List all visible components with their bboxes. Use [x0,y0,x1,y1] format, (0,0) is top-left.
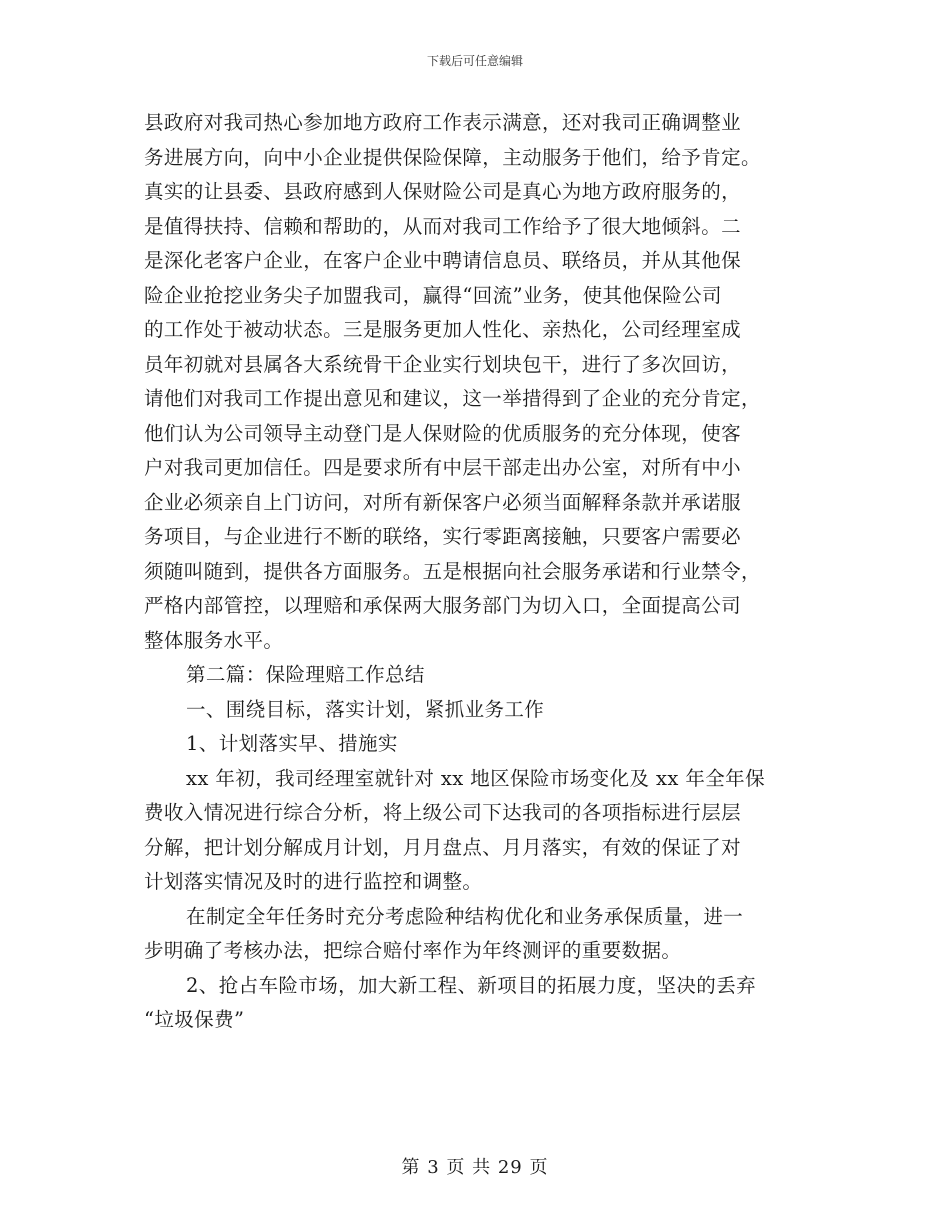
text-line: 费收入情况进行综合分析，将上级公司下达我司的各项指标进行层层 [144,801,742,824]
document-body [144,106,808,1038]
text-line: 务项目，与企业进行不断的联络，实行零距离接触，只要客户需要必 [144,525,742,548]
text-line: 的工作处于被动状态。三是服务更加人性化、亲热化，公司经理室成 [144,318,742,341]
text-line: 是深化老客户企业，在客户企业中聘请信息员、联络员，并从其他保 [144,249,742,272]
text-line: 县政府对我司热心参加地方政府工作表示满意，还对我司正确调整业 [144,111,742,134]
text-line: 须随叫随到，提供各方面服务。五是根据向社会服务承诺和行业禁令， [144,559,761,583]
text-line: 计划落实情况及时的进行监控和调整。 [144,870,483,893]
text-line: 务进展方向，向中小企业提供保险保障，主动服务于他们，给予肯定。 [144,145,761,169]
text-line: 户对我司更加信任。四是要求所有中层干部走出办公室，对所有中小 [144,456,742,479]
text-line: 在制定全年任务时充分考虑险种结构优化和业务承保质量，进一 [186,904,744,928]
text-line: 员年初就对县属各大系统骨干企业实行划块包干，进行了多次回访， [144,352,742,376]
text-line: 分解，把计划分解成月计划，月月盘点、月月落实，有效的保证了对 [144,835,742,859]
text-line: 2、抢占车险市场，加大新工程、新项目的拓展力度，坚决的丢弃 [186,973,757,997]
text-line: 真实的让县委、县政府感到人保财险公司是真心为地方政府服务的， [144,180,742,203]
text-line: 1、计划落实早、措施实 [186,732,398,755]
text-line: xx 年初，我司经理室就针对 xx 地区保险市场变化及 xx 年全年保 [186,766,765,790]
text-line: 整体服务水平。 [144,628,284,652]
text-line: 他们认为公司领导主动登门是人保财险的优质服务的充分体现，使客 [144,421,742,445]
text-line: “垃圾保费” [144,1008,245,1031]
text-line: 是值得扶持、信赖和帮助的，从而对我司工作给予了很大地倾斜。二 [144,214,742,238]
text-line: 严格内部管控，以理赔和承保两大服务部门为切入口，全面提高公司 [144,594,742,617]
text-line: 请他们对我司工作提出意见和建议，这一举措得到了企业的充分肯定， [144,387,761,410]
text-line: 步明确了考核办法，把综合赔付率作为年终测评的重要数据。 [144,939,682,962]
text-line: 企业必须亲自上门访问，对所有新保客户必须当面解释条款并承诺服 [144,490,742,514]
text-line: 第二篇：保险理赔工作总结 [186,663,425,686]
text-line: 险企业抢挖业务尖子加盟我司，赢得“回流”业务，使其他保险公司 [144,283,722,307]
text-line: 一、围绕目标，落实计划，紧抓业务工作 [186,697,545,721]
page-header: 下载后可任意编辑 [426,54,523,68]
page-footer-pagination: 第 3 页 共 29 页 [401,1157,549,1178]
